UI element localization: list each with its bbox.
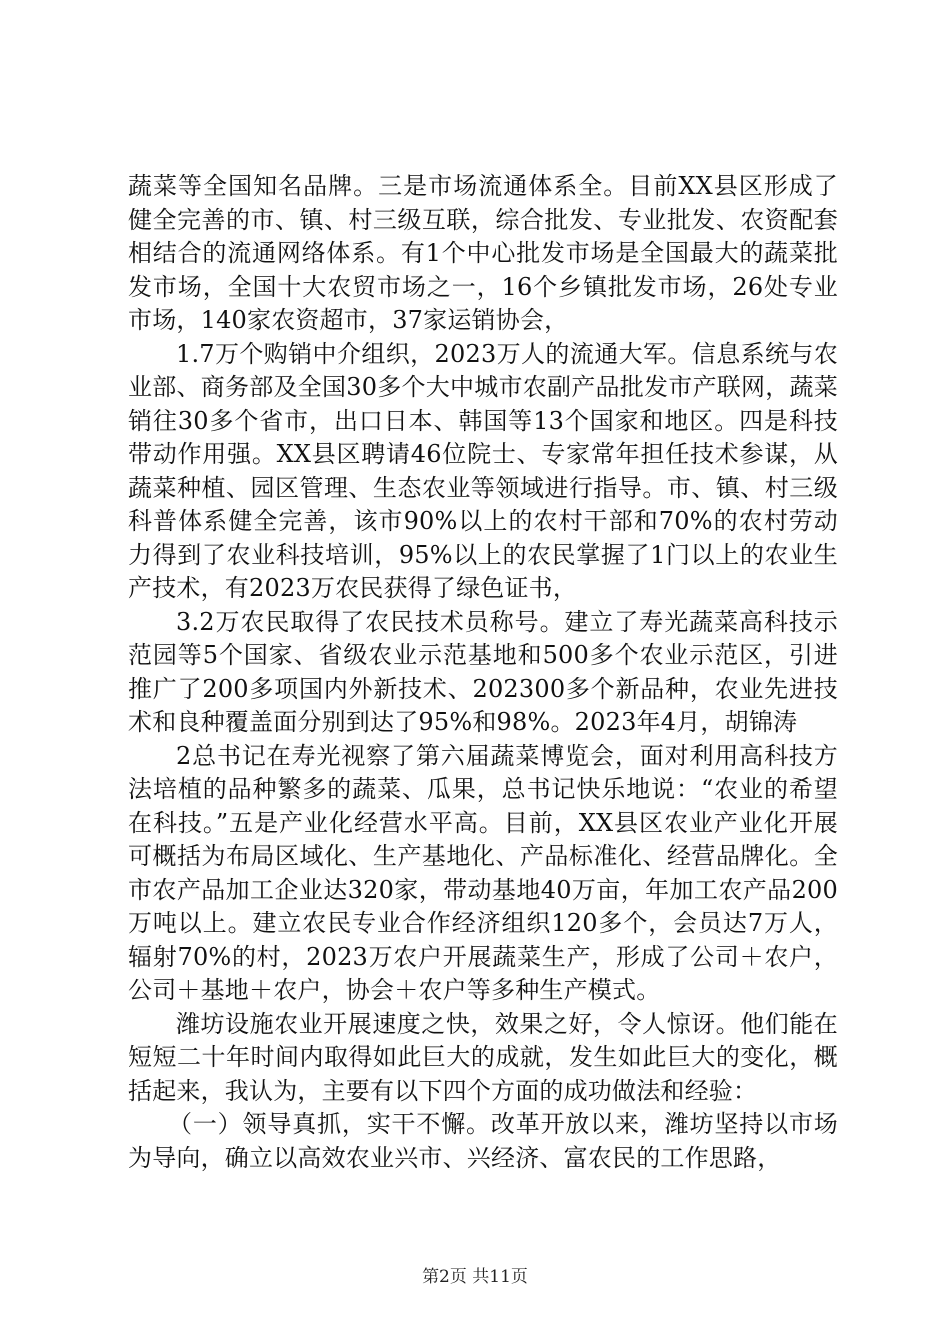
document-body	[128, 170, 838, 1175]
page-number-footer: 第2页 共11页	[422, 1267, 528, 1287]
paragraph-market-circulation: 蔬菜等全国知名品牌。三是市场流通体系全。目前XX县区形成了健全完善的市、镇、村三级互联，综合批发、专业批发、农资配套相结合的流通网络体系。有1个中心批发市场是全国最大的蔬菜批发市场，全国十大农贸市场之一，16个乡镇批发市场，26处专业市场，140家农资超市，37家运销协会，	[128, 172, 838, 334]
paragraph-demonstration-zones: 3.2万农民取得了农民技术员称号。建立了寿光蔬菜高科技示范园等5个国家、省级农业示范基地和500多个农业示范区，引进推广了200多项国内外新技术、202300多个新品种，农业先进技术和良种覆盖面分别到达了95%和98%。2023年4月，胡锦涛	[128, 607, 838, 736]
paragraph-experience-summary: 潍坊设施农业开展速度之快，效果之好，令人惊讶。他们能在短短二十年时间内取得如此巨大的成就，发生如此巨大的变化，概括起来，我认为，主要有以下四个方面的成功做法和经验：	[128, 1009, 838, 1105]
paragraph-tech-support: 1.7万个购销中介组织，2023万人的流通大军。信息系统与农业部、商务部及全国30多个大中城市农副产品批发市产联网，蔬菜销往30多个省市，出口日本、韩国等13个国家和地区。四是科技带动作用强。XX县区聘请46位院士、专家常年担任技术参谋，从蔬菜种植、园区管理、生态农业等领域进行指导。市、镇、村三级科普体系健全完善，该市90%以上的农村干部和70%的农村劳动力得到了农业科技培训，95%以上的农民掌握了1门以上的农业生产技术，有2023万农民获得了绿色证书，	[128, 339, 838, 602]
paragraph-leadership: （一）领导真抓，实干不懈。改革开放以来，潍坊坚持以市场为导向，确立以高效农业兴市、兴经济、富农民的工作思路，	[128, 1110, 838, 1172]
paragraph-industrialization: 2总书记在寿光视察了第六届蔬菜博览会，面对利用高科技方法培植的品种繁多的蔬菜、瓜果，总书记快乐地说：“农业的希望在科技。”五是产业化经营水平高。目前，XX县区农业产业化开展可概括为布局区域化、生产基地化、产品标准化、经营品牌化。全市农产品加工企业达320家，带动基地40万亩，年加工农产品200万吨以上。建立农民专业合作经济组织120多个，会员达7万人，辐射70%的村，2023万农户开展蔬菜生产，形成了公司＋农户，公司＋基地＋农户，协会＋农户等多种生产模式。	[128, 741, 838, 1004]
